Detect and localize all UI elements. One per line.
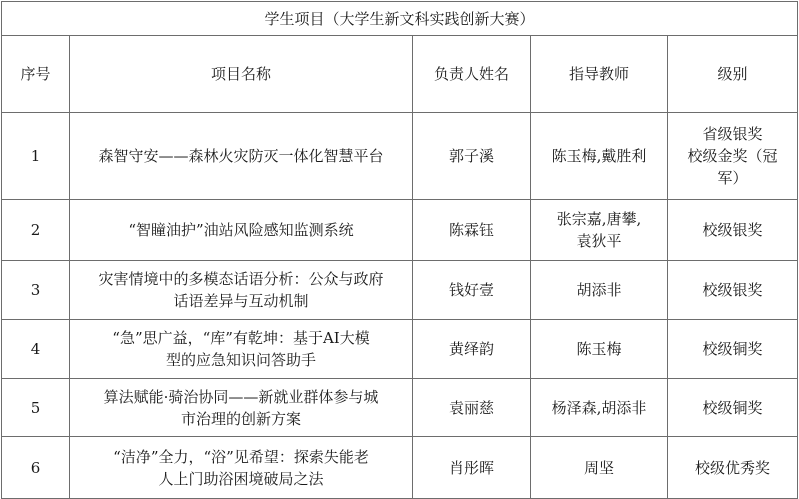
cell-index: 5 xyxy=(2,379,70,437)
cell-project xyxy=(70,200,413,261)
cell-project-line: 人上门助浴困境破局之法 xyxy=(158,469,324,488)
cell-project xyxy=(70,261,413,320)
header-row xyxy=(2,36,798,113)
cell-index: 3 xyxy=(2,261,70,320)
cell-advisor xyxy=(531,113,668,200)
cell-index: 1 xyxy=(2,113,70,200)
cell-project xyxy=(70,113,413,200)
table-title: 学生项目（大学生新文科实践创新大赛） xyxy=(2,2,798,36)
cell-advisor-line: 陈玉梅 xyxy=(576,340,622,358)
cell-leader: 郭子溪 xyxy=(413,113,531,200)
cell-project xyxy=(70,320,413,379)
cell-index: 6 xyxy=(2,437,70,499)
cell-project-line: 算法赋能·骑治协同——新就业群体参与城 xyxy=(103,387,379,406)
table-row xyxy=(2,320,798,379)
cell-level-line: 省级银奖 xyxy=(702,125,763,143)
cell-level xyxy=(668,113,798,200)
cell-project-line: 话语差异与互动机制 xyxy=(173,292,309,310)
cell-project-line: 森智守安——森林火灾防灭一体化智慧平台 xyxy=(98,147,384,165)
cell-project-line: “智瞳油护”油站风险感知监测系统 xyxy=(128,221,354,239)
cell-level-line: 军） xyxy=(717,169,748,187)
cell-project-line: 灾害情境中的多模态话语分析：公众与政府 xyxy=(98,270,384,288)
awards-table xyxy=(1,1,798,499)
cell-advisor-line: 胡添非 xyxy=(576,281,622,299)
cell-advisor xyxy=(531,437,668,499)
cell-level-line: 校级铜奖 xyxy=(702,340,763,358)
cell-advisor xyxy=(531,200,668,261)
cell-advisor-line: 陈玉梅,戴胜利 xyxy=(551,147,647,165)
cell-advisor-line: 杨泽森,胡添非 xyxy=(551,398,647,417)
cell-advisor xyxy=(531,320,668,379)
cell-advisor-line: 袁狄平 xyxy=(576,232,622,250)
cell-leader: 袁丽慈 xyxy=(413,379,531,437)
header-advisor: 指导教师 xyxy=(531,36,668,113)
cell-level xyxy=(668,200,798,261)
table-row xyxy=(2,113,798,200)
cell-level xyxy=(668,261,798,320)
cell-leader: 肖彤晖 xyxy=(413,437,531,499)
cell-advisor xyxy=(531,261,668,320)
cell-project-line: “急”思广益，“库”有乾坤：基于AI大模 xyxy=(112,329,370,347)
cell-index: 4 xyxy=(2,320,70,379)
cell-index: 2 xyxy=(2,200,70,261)
header-project: 项目名称 xyxy=(70,36,413,113)
table-row xyxy=(2,200,798,261)
cell-project-line: “洁净”全力，“浴”见希望：探索失能老 xyxy=(113,447,369,466)
cell-project-line: 市治理的创新方案 xyxy=(180,409,301,428)
cell-level-line: 校级银奖 xyxy=(702,281,763,299)
cell-project xyxy=(70,437,413,499)
cell-level-line: 校级铜奖 xyxy=(702,398,763,417)
cell-project xyxy=(70,379,413,437)
cell-advisor xyxy=(531,379,668,437)
cell-level-line: 校级银奖 xyxy=(702,221,763,239)
cell-advisor-line: 周坚 xyxy=(583,458,614,477)
cell-level-line: 校级优秀奖 xyxy=(695,458,771,477)
header-leader: 负责人姓名 xyxy=(413,36,531,113)
cell-advisor-line: 张宗嘉,唐攀, xyxy=(556,210,642,228)
cell-project-line: 型的应急知识问答助手 xyxy=(165,351,316,369)
cell-level-line: 校级金奖（冠 xyxy=(687,147,778,165)
cell-level xyxy=(668,320,798,379)
cell-leader: 钱好壹 xyxy=(413,261,531,320)
table-row xyxy=(2,261,798,320)
header-level: 级别 xyxy=(668,36,798,113)
cell-leader: 黄绎韵 xyxy=(413,320,531,379)
table-row xyxy=(2,437,798,499)
cell-leader: 陈霖钰 xyxy=(413,200,531,261)
cell-level xyxy=(668,437,798,499)
header-index: 序号 xyxy=(2,36,70,113)
cell-level xyxy=(668,379,798,437)
table-row xyxy=(2,379,798,437)
